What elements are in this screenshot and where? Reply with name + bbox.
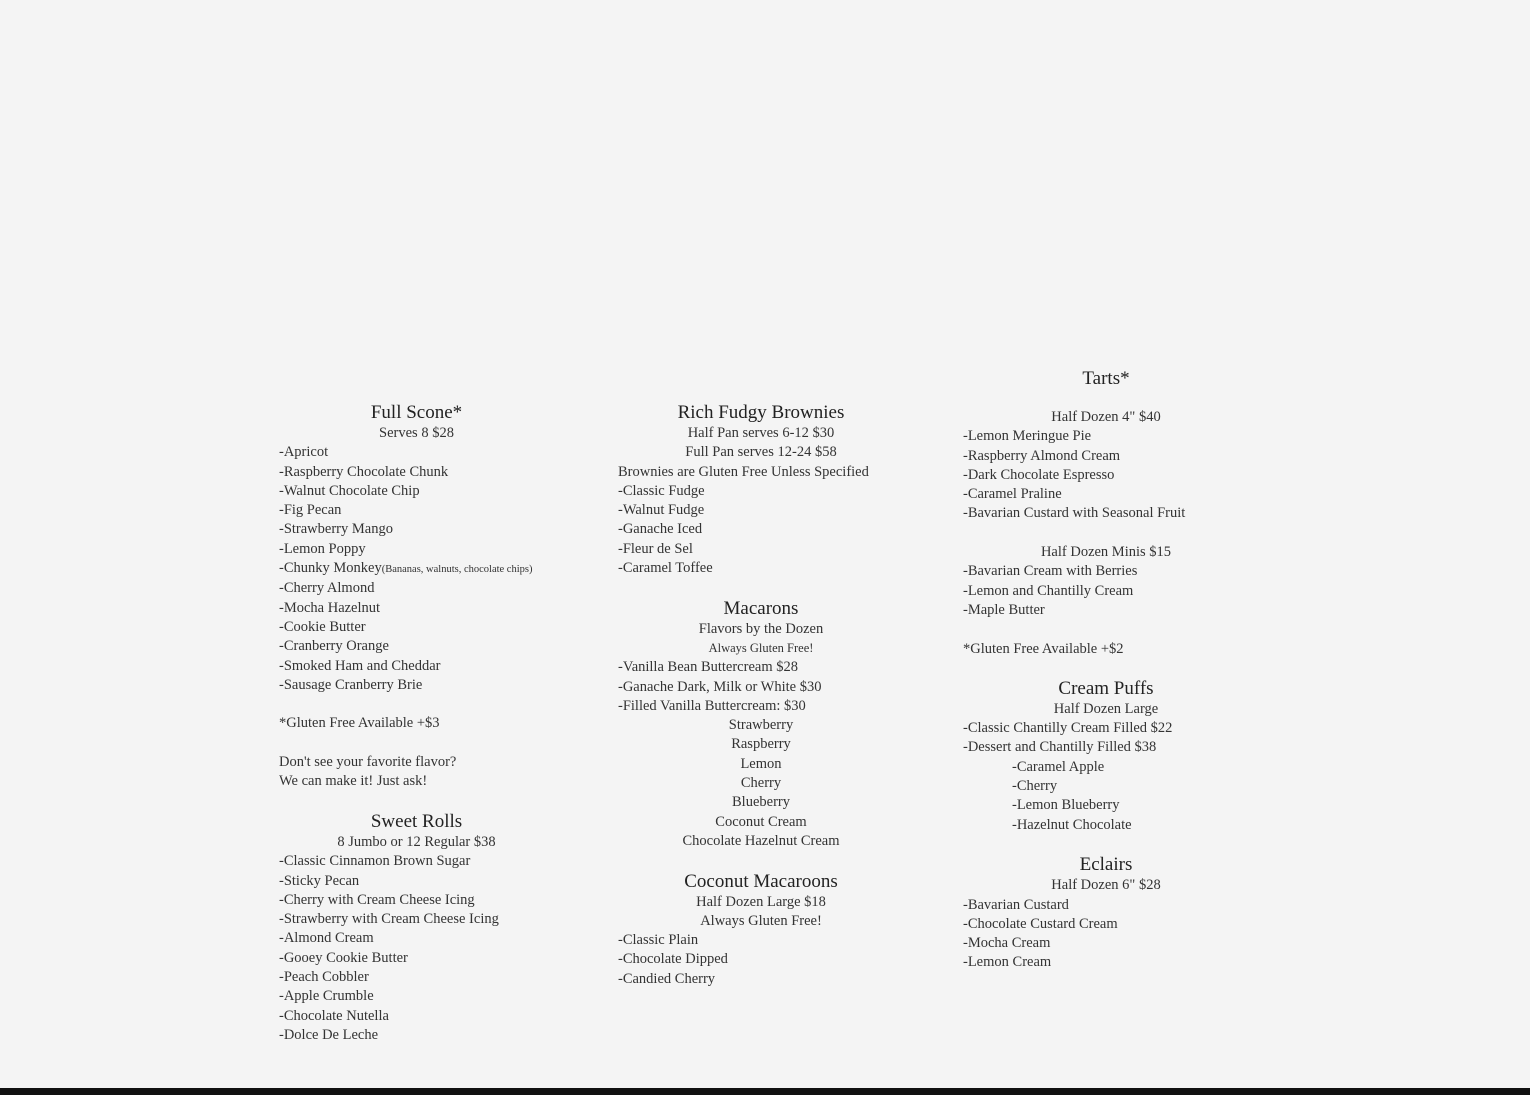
menu-item: -Dessert and Chantilly Filled $38 [963, 739, 1157, 756]
menu-item: -Filled Vanilla Buttercream: $30 [618, 697, 806, 714]
menu-item: -Dark Chocolate Espresso [963, 466, 1115, 483]
menu-item: -Fleur de Sel [618, 540, 693, 557]
macarons-title: Macarons [723, 597, 799, 619]
menu-column-scones-rolls [279, 402, 554, 1045]
menu-item: -Maple Butter [963, 601, 1045, 618]
macaroons-price: Half Dozen Large $18 [696, 893, 826, 910]
menu-item: -Classic Cinnamon Brown Sugar [279, 853, 471, 870]
brownies-note: Brownies are Gluten Free Unless Specified [618, 463, 869, 480]
menu-item: -Ganache Iced [618, 521, 703, 538]
menu-item: -Ganache Dark, Milk or White $30 [618, 678, 822, 695]
gluten-free-note: *Gluten Free Available +$2 [963, 640, 1124, 657]
menu-item: -Cherry Almond [279, 580, 375, 597]
menu-item: -Classic Chantilly Cream Filled $22 [963, 720, 1173, 737]
menu-item: -Lemon Meringue Pie [963, 428, 1092, 445]
menu-sub-item: -Caramel Apple [1012, 758, 1105, 775]
menu-item: -Bavarian Custard with Seasonal Fruit [963, 505, 1186, 522]
macaron-flavor: Blueberry [732, 794, 790, 811]
menu-item: -Classic Fudge [618, 482, 705, 499]
macaron-flavor: Chocolate Hazelnut Cream [682, 832, 840, 849]
menu-item: -Lemon Poppy [279, 540, 366, 557]
menu-item: -Cranberry Orange [279, 638, 389, 655]
menu-item: -Cherry with Cream Cheese Icing [279, 891, 475, 908]
eclairs-price: Half Dozen 6" $28 [1051, 877, 1161, 894]
scone-serves: Serves 8 $28 [379, 425, 454, 441]
menu-item: -Bavarian Custard [963, 896, 1069, 913]
menu-column-brownies-macarons [618, 402, 904, 989]
menu-item: -Chocolate Dipped [618, 951, 728, 968]
menu-sub-item: -Cherry [1012, 778, 1058, 795]
menu-item: -Gooey Cookie Butter [279, 949, 408, 966]
menu-item: -Fig Pecan [279, 502, 342, 519]
menu-item: -Smoked Ham and Cheddar [279, 657, 441, 674]
tarts-title: Tarts* [1082, 368, 1130, 389]
scone-title: Full Scone* [370, 402, 463, 423]
puffs-title: Cream Puffs [1058, 677, 1154, 699]
menu-item: -Cookie Butter [279, 618, 366, 635]
menu-item-note: (Bananas, walnuts, chocolate chips) [381, 564, 533, 576]
menu-item: -Peach Cobbler [279, 969, 369, 986]
macaron-flavor: Cherry [740, 775, 782, 792]
menu-sub-item: -Lemon Blueberry [1012, 797, 1120, 814]
favorite-note: We can make it! Just ask! [279, 773, 428, 790]
menu-item: -Apple Crumble [279, 988, 374, 1005]
menu-item: -Apricot [279, 444, 329, 461]
bottom-bar [0, 1088, 1530, 1095]
macarons-gf: Always Gluten Free! [708, 640, 814, 655]
menu-item: -Walnut Chocolate Chip [279, 482, 420, 499]
menu-item: -Candied Cherry [618, 970, 716, 987]
puffs-price: Half Dozen Large [1053, 700, 1159, 717]
menu-item: -Strawberry Mango [279, 521, 393, 538]
macaron-flavor: Strawberry [728, 717, 794, 734]
menu-item: -Almond Cream [279, 930, 374, 947]
favorite-note: Don't see your favorite flavor? [279, 754, 457, 771]
eclairs-title: Eclairs [1079, 854, 1133, 876]
menu-item: -Caramel Praline [963, 486, 1062, 503]
menu-item: -Sausage Cranberry Brie [279, 676, 423, 693]
rolls-price: 8 Jumbo or 12 Regular $38 [337, 833, 496, 850]
brownies-full: Full Pan serves 12-24 $58 [685, 444, 837, 461]
menu-sub-item: -Hazelnut Chocolate [1012, 816, 1132, 833]
menu-item: -Raspberry Chocolate Chunk [279, 463, 449, 480]
macaron-flavor: Lemon [740, 755, 782, 772]
tarts-price: Half Dozen 4" $40 [1051, 409, 1161, 425]
tarts-minis: Half Dozen Minis $15 [1040, 544, 1172, 561]
menu-item: -Strawberry with Cream Cheese Icing [279, 911, 499, 928]
macaron-flavor: Raspberry [731, 736, 791, 753]
macaroons-title: Coconut Macaroons [684, 870, 838, 892]
menu-item: -Walnut Fudge [618, 502, 705, 519]
menu-item: -Vanilla Bean Buttercream $28 [618, 659, 798, 676]
macarons-sub: Flavors by the Dozen [698, 620, 824, 637]
menu-item: -Mocha Hazelnut [279, 599, 381, 616]
menu-item: -Dolce De Leche [279, 1026, 379, 1043]
menu-item-label: -Chunky Monkey [279, 560, 382, 577]
menu-item: -Raspberry Almond Cream [963, 447, 1121, 464]
brownies-title: Rich Fudgy Brownies [677, 402, 845, 423]
menu-item: -Bavarian Cream with Berries [963, 563, 1138, 580]
menu-item: -Caramel Toffee [618, 560, 713, 577]
gluten-free-note: *Gluten Free Available +$3 [279, 715, 440, 732]
menu-item: -Chocolate Nutella [279, 1007, 389, 1024]
menu-item: -Sticky Pecan [279, 872, 360, 889]
menu-item: -Lemon Cream [963, 954, 1052, 971]
brownies-half: Half Pan serves 6-12 $30 [687, 425, 835, 441]
menu-item: -Chocolate Custard Cream [963, 915, 1118, 932]
menu-item: -Lemon and Chantilly Cream [963, 582, 1134, 599]
menu-column-tarts-pastries [963, 368, 1249, 973]
macaron-flavor: Coconut Cream [715, 813, 807, 830]
menu-item: -Mocha Cream [963, 935, 1051, 952]
rolls-title: Sweet Rolls [370, 810, 463, 832]
menu-item: -Classic Plain [618, 932, 699, 949]
macaroons-gf: Always Gluten Free! [700, 912, 822, 929]
menu-item [279, 559, 554, 579]
